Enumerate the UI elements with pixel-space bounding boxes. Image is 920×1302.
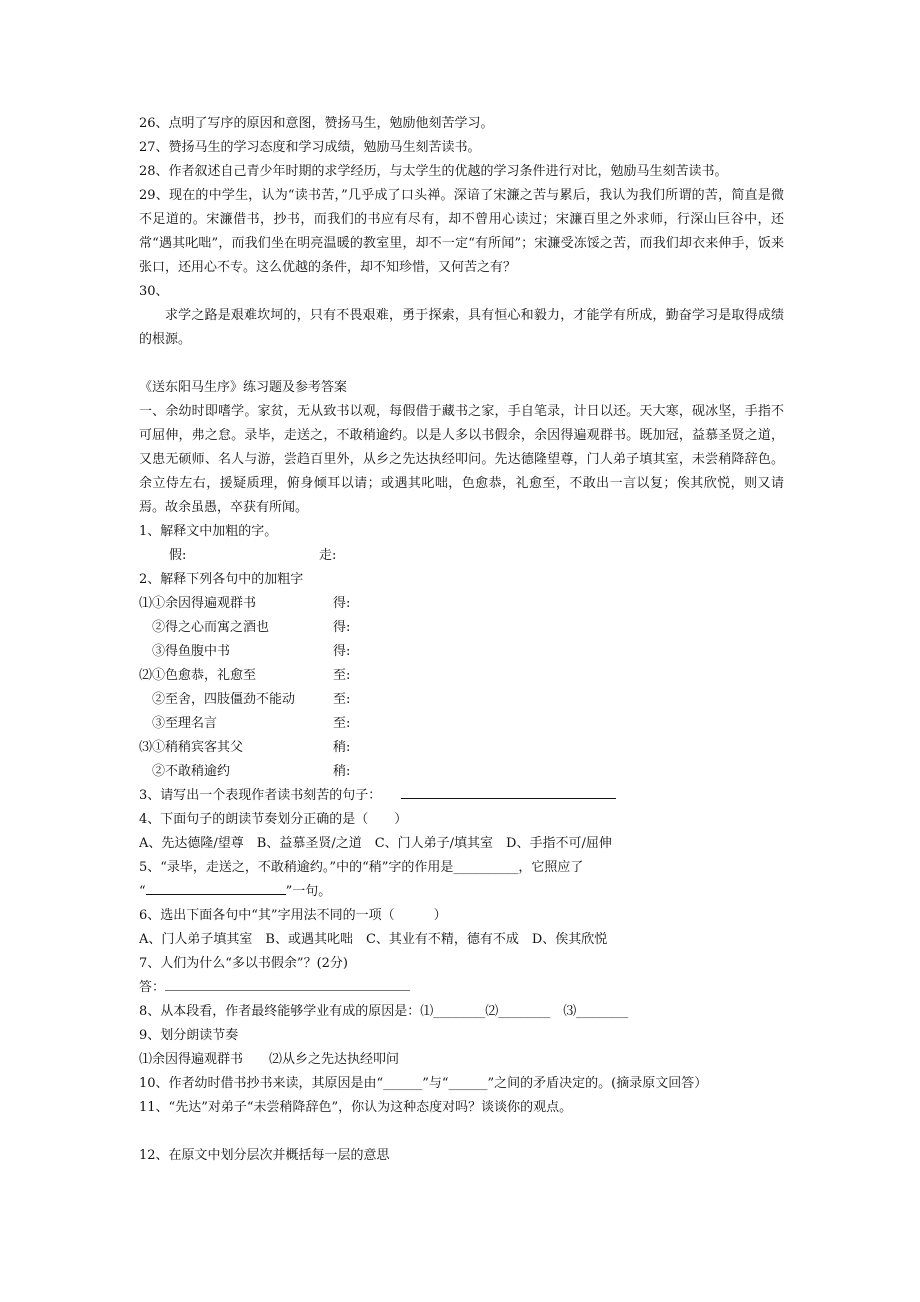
question-6: 6、选出下面各句中“其”字用法不同的一项（ ） xyxy=(139,908,447,923)
question-4: 4、下面句子的朗读节奏划分正确的是（ ） xyxy=(139,812,408,827)
exercise-section xyxy=(139,376,784,1168)
question-2: 2、解释下列各句中的加粗字 xyxy=(139,572,304,587)
question-10: 10、作者幼时借书抄书来读，其原因是由“______”与“______”之间的矛盾决定的。(摘录原文回答） xyxy=(139,1076,708,1091)
answer-30: 求学之路是艰难坎坷的，只有不畏艰难，勇于探索，具有恒心和毅力，才能学有所成，勤奋学习是取得成绩的根源。 xyxy=(139,308,784,347)
q2-sentence: ⑴①余因得遍观群书 xyxy=(139,596,257,611)
question-1-blanks xyxy=(139,544,784,568)
question-1: 1、解释文中加粗的字。 xyxy=(139,524,278,539)
question-5-continued xyxy=(139,880,784,904)
question-3-text: 3、请写出一个表现作者读书刻苦的句子： xyxy=(139,788,382,803)
q3-answer-line[interactable] xyxy=(401,784,616,799)
question-5: 5、“录毕，走送之，不敢稍逾约。”中的“稍”字的作用是__________，它照应了 xyxy=(139,860,584,875)
q2-key: 至: xyxy=(333,692,351,707)
q2-sentence: ③得鱼腹中书 xyxy=(152,644,231,659)
q2-item xyxy=(139,592,784,616)
answer-29: 29、现在的中学生，认为“读书苦，”几乎成了口头禅。深谙了宋濂之苦与累后，我认为我们所谓的苦，简直是微不足道的。宋濂借书，抄书，而我们的书应有尽有，却不曾用心读过；宋濂百里之外求师，行深山巨谷中，还常“遇其叱咄”，而我们坐在明亮温暖的教室里，却不一定“有所闻”；宋濂受冻馁之苦，而我们却衣来伸手，饭来张口，还用心不专。这么优越的条件，却不知珍惜，又何苦之有？ xyxy=(139,188,784,275)
q2-key: 稍: xyxy=(333,764,351,779)
q1-zou-label: 走: xyxy=(319,548,337,563)
q2-item xyxy=(139,640,784,664)
q2-key: 至: xyxy=(333,716,351,731)
q1-jia-label: 假: xyxy=(169,548,187,563)
q2-item xyxy=(139,712,784,736)
q2-key: 得: xyxy=(333,596,351,611)
exercise-title: 《送东阳马生序》练习题及参考答案 xyxy=(139,380,348,395)
q2-item xyxy=(139,736,784,760)
answer-space xyxy=(139,1120,784,1144)
q2-sentence: ②不敢稍逾约 xyxy=(152,764,231,779)
question-7: 7、人们为什么“多以书假余”？(2分) xyxy=(139,956,348,971)
q2-key: 得: xyxy=(333,620,351,635)
question-7-answer xyxy=(139,976,784,1000)
answer-26: 26、点明了写序的原因和意图，赞扬马生，勉励他刻苦学习。 xyxy=(139,116,494,131)
question-11: 11、“先达”对弟子“未尝稍降辞色”，你认为这种态度对吗？谈谈你的观点。 xyxy=(139,1100,573,1115)
answer-27: 27、赞扬马生的学习态度和学习成绩，勉励马生刻苦读书。 xyxy=(139,140,481,155)
question-12: 12、在原文中划分层次并概括每一层的意思 xyxy=(139,1148,390,1163)
exercise-passage: 一、余幼时即嗜学。家贫，无从致书以观，每假借于藏书之家，手自笔录，计日以还。天大寒，砚冰坚，手指不可屈伸，弗之怠。录毕，走送之，不敢稍逾约。以是人多以书假余，余因得遍观群书。既加冠，益慕圣贤之道，又患无硕师、名人与游，尝趋百里外，从乡之先达执经叩问。先达德隆望尊，门人弟子填其室，未尝稍降辞色。余立侍左右，援疑质理，俯身倾耳以请；或遇其叱咄，色愈恭，礼愈至，不敢出一言以复；俟其欣悦，则又请焉。故余虽愚，卒获有所闻。 xyxy=(139,404,784,515)
answer-28: 28、作者叙述自己青少年时期的求学经历，与太学生的优越的学习条件进行对比，勉励马生刻苦读书。 xyxy=(139,164,728,179)
q2-item xyxy=(139,616,784,640)
q2-item xyxy=(139,760,784,784)
question-3 xyxy=(139,784,784,808)
q5-close-quote: ”一句。 xyxy=(285,884,332,899)
question-6-options: A、门人弟子填其室 B、或遇其叱咄 C、其业有不精，德有不成 D、俟其欣悦 xyxy=(139,932,608,947)
q2-key: 稍: xyxy=(333,740,351,755)
q7-answer-line[interactable] xyxy=(165,976,410,991)
answer-30-label: 30、 xyxy=(139,284,169,299)
q5-open-quote: “ xyxy=(139,884,146,899)
question-4-options: A、先达德隆/望尊 B、益慕圣贤/之道 C、门人弟子/填其室 D、手指不可/屈伸 xyxy=(139,836,612,851)
q2-sentence: ②得之心而寓之酒也 xyxy=(152,620,270,635)
question-8: 8、从本段看，作者最终能够学业有成的原因是：⑴________⑵________ ⑶________ xyxy=(139,1004,629,1019)
q2-key: 得: xyxy=(333,644,351,659)
q2-sentence: ⑶①稍稍宾客其父 xyxy=(139,740,244,755)
q5-answer-line[interactable] xyxy=(146,880,286,895)
q2-sentence: ③至理名言 xyxy=(152,716,218,731)
q2-key: 至: xyxy=(333,668,351,683)
question-9: 9、划分朗读节奏 xyxy=(139,1028,239,1043)
q7-answer-label: 答： xyxy=(139,980,166,995)
q2-item xyxy=(139,664,784,688)
answer-section xyxy=(139,112,784,352)
q2-sentence: ⑵①色愈恭，礼愈至 xyxy=(139,668,257,683)
q2-sentence: ②至舍，四肢僵劲不能动 xyxy=(152,692,296,707)
question-9-items: ⑴余因得遍观群书 ⑵从乡之先达执经叩问 xyxy=(139,1052,400,1067)
q2-item xyxy=(139,688,784,712)
